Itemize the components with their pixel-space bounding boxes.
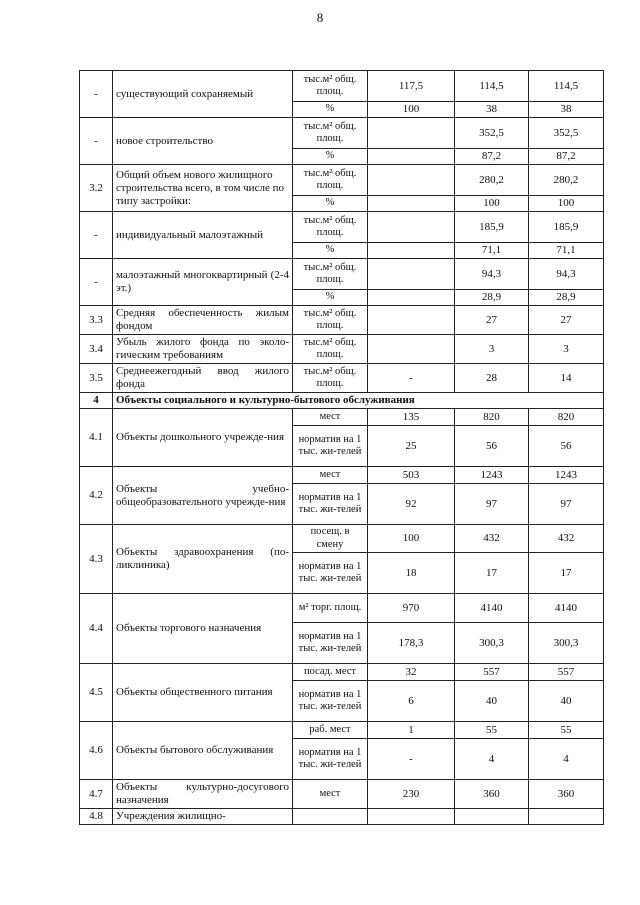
indicator-name: Общий объем нового жилищного строительства всего, в том числе по типу застройки:: [113, 165, 293, 212]
value-cell: 820: [529, 409, 604, 426]
unit-cell: тыс.м² общ. площ.: [293, 364, 368, 393]
unit-cell: %: [293, 290, 368, 306]
table-row: [80, 594, 604, 623]
value-cell: 352,5: [529, 118, 604, 149]
value-cell: 432: [529, 525, 604, 553]
table-row: [80, 71, 604, 102]
indicator-name: индивидуальный малоэтажный: [113, 212, 293, 259]
indicator-name: Объекты дошкольного учрежде-ния: [113, 409, 293, 467]
indicator-name: Объекты культурно-досугового назначения: [113, 780, 293, 809]
value-cell: 432: [455, 525, 529, 553]
value-cell: 114,5: [455, 71, 529, 102]
value-cell: 503: [368, 467, 455, 484]
value-cell: 94,3: [529, 259, 604, 290]
value-cell: [368, 165, 455, 196]
value-cell: 100: [529, 196, 604, 212]
indicator-name: Объекты торгового назначения: [113, 594, 293, 664]
value-cell: 4140: [455, 594, 529, 623]
value-cell: [368, 306, 455, 335]
table-row: [80, 409, 604, 426]
indicator-name: Объекты учебно-общеобразовательного учрежде-ния: [113, 467, 293, 525]
value-cell: 55: [455, 722, 529, 739]
unit-cell: мест: [293, 467, 368, 484]
unit-cell: норматив на 1 тыс. жи-телей: [293, 553, 368, 594]
value-cell: 56: [455, 426, 529, 467]
value-cell: 3: [529, 335, 604, 364]
value-cell: 27: [529, 306, 604, 335]
value-cell: 114,5: [529, 71, 604, 102]
value-cell: 25: [368, 426, 455, 467]
row-number: -: [80, 259, 113, 306]
page-number: 8: [316, 10, 324, 25]
indicator-name: Средняя обеспеченность жилым фондом: [113, 306, 293, 335]
table-row: [80, 467, 604, 484]
value-cell: 360: [529, 780, 604, 809]
row-number: 3.4: [80, 335, 113, 364]
value-cell: 820: [455, 409, 529, 426]
value-cell: 100: [368, 525, 455, 553]
value-cell: 280,2: [455, 165, 529, 196]
unit-cell: норматив на 1 тыс. жи-телей: [293, 623, 368, 664]
unit-cell: тыс.м² общ. площ.: [293, 259, 368, 290]
unit-cell: посад. мест: [293, 664, 368, 681]
value-cell: 352,5: [455, 118, 529, 149]
unit-cell: тыс.м² общ. площ.: [293, 118, 368, 149]
row-number: 4: [80, 393, 113, 409]
table-row: [80, 364, 604, 393]
row-number: 3.2: [80, 165, 113, 212]
unit-cell: тыс.м² общ. площ.: [293, 306, 368, 335]
table-row: [80, 118, 604, 149]
row-number: 4.5: [80, 664, 113, 722]
value-cell: 100: [368, 102, 455, 118]
value-cell: 28: [455, 364, 529, 393]
value-cell: 87,2: [455, 149, 529, 165]
unit-cell: %: [293, 149, 368, 165]
value-cell: 970: [368, 594, 455, 623]
value-cell: [368, 212, 455, 243]
unit-cell: мест: [293, 409, 368, 426]
unit-cell: тыс.м² общ. площ.: [293, 71, 368, 102]
unit-cell: мест: [293, 780, 368, 809]
unit-cell: %: [293, 196, 368, 212]
value-cell: 27: [455, 306, 529, 335]
table-row: [80, 809, 604, 825]
value-cell: 92: [368, 484, 455, 525]
value-cell: 71,1: [529, 243, 604, 259]
value-cell: -: [368, 739, 455, 780]
value-cell: 4140: [529, 594, 604, 623]
value-cell: 71,1: [455, 243, 529, 259]
value-cell: 87,2: [529, 149, 604, 165]
value-cell: 40: [529, 681, 604, 722]
indicator-name: существующий сохраняемый: [113, 71, 293, 118]
value-cell: 100: [455, 196, 529, 212]
indicator-name: новое строительство: [113, 118, 293, 165]
value-cell: 1243: [529, 467, 604, 484]
indicator-name: Среднеежегодный ввод жилого фонда: [113, 364, 293, 393]
value-cell: [368, 809, 455, 825]
table-row: [80, 525, 604, 553]
table-row: [80, 335, 604, 364]
section-title: Объекты социального и культурно-бытового обслуживания: [113, 393, 604, 409]
value-cell: [529, 809, 604, 825]
table-row: [80, 212, 604, 243]
value-cell: 18: [368, 553, 455, 594]
indicator-name: Убыль жилого фонда по эколо-гическим требованиям: [113, 335, 293, 364]
value-cell: 55: [529, 722, 604, 739]
unit-cell: [293, 809, 368, 825]
value-cell: 94,3: [455, 259, 529, 290]
row-number: -: [80, 212, 113, 259]
value-cell: 280,2: [529, 165, 604, 196]
value-cell: 17: [455, 553, 529, 594]
value-cell: 117,5: [368, 71, 455, 102]
row-number: 4.1: [80, 409, 113, 467]
value-cell: 557: [529, 664, 604, 681]
value-cell: 56: [529, 426, 604, 467]
value-cell: 360: [455, 780, 529, 809]
value-cell: 38: [455, 102, 529, 118]
value-cell: 38: [529, 102, 604, 118]
value-cell: 40: [455, 681, 529, 722]
table-row: [80, 306, 604, 335]
unit-cell: %: [293, 243, 368, 259]
row-number: 3.3: [80, 306, 113, 335]
value-cell: 32: [368, 664, 455, 681]
value-cell: 185,9: [455, 212, 529, 243]
unit-cell: тыс.м² общ. площ.: [293, 165, 368, 196]
value-cell: 1: [368, 722, 455, 739]
value-cell: 28,9: [529, 290, 604, 306]
unit-cell: норматив на 1 тыс. жи-телей: [293, 681, 368, 722]
value-cell: [368, 149, 455, 165]
row-number: -: [80, 118, 113, 165]
unit-cell: посещ. в смену: [293, 525, 368, 553]
value-cell: 97: [529, 484, 604, 525]
row-number: 4.8: [80, 809, 113, 825]
value-cell: 4: [529, 739, 604, 780]
value-cell: 135: [368, 409, 455, 426]
table-row: [80, 664, 604, 681]
row-number: 4.7: [80, 780, 113, 809]
value-cell: [368, 290, 455, 306]
value-cell: [368, 196, 455, 212]
indicator-name: Объекты общественного питания: [113, 664, 293, 722]
unit-cell: раб. мест: [293, 722, 368, 739]
value-cell: 185,9: [529, 212, 604, 243]
indicator-name: Объекты здравоохранения (по-ликлиника): [113, 525, 293, 594]
indicator-name: Объекты бытового обслуживания: [113, 722, 293, 780]
value-cell: 14: [529, 364, 604, 393]
section-row: [80, 393, 604, 409]
value-cell: 3: [455, 335, 529, 364]
value-cell: -: [368, 364, 455, 393]
indicators-table: [79, 70, 604, 825]
unit-cell: норматив на 1 тыс. жи-телей: [293, 426, 368, 467]
value-cell: [368, 259, 455, 290]
value-cell: [368, 243, 455, 259]
unit-cell: норматив на 1 тыс. жи-телей: [293, 484, 368, 525]
row-number: 4.4: [80, 594, 113, 664]
unit-cell: тыс.м² общ. площ.: [293, 335, 368, 364]
unit-cell: м² торг. площ.: [293, 594, 368, 623]
indicator-name: Учреждения жилищно-: [113, 809, 293, 825]
value-cell: 6: [368, 681, 455, 722]
value-cell: 4: [455, 739, 529, 780]
row-number: -: [80, 71, 113, 118]
value-cell: 230: [368, 780, 455, 809]
value-cell: [455, 809, 529, 825]
row-number: 4.3: [80, 525, 113, 594]
value-cell: 300,3: [529, 623, 604, 664]
value-cell: 300,3: [455, 623, 529, 664]
value-cell: [368, 335, 455, 364]
value-cell: [368, 118, 455, 149]
unit-cell: норматив на 1 тыс. жи-телей: [293, 739, 368, 780]
value-cell: 17: [529, 553, 604, 594]
table-row: [80, 259, 604, 290]
unit-cell: тыс.м² общ. площ.: [293, 212, 368, 243]
table-row: [80, 780, 604, 809]
value-cell: 557: [455, 664, 529, 681]
table-row: [80, 722, 604, 739]
value-cell: 28,9: [455, 290, 529, 306]
value-cell: 97: [455, 484, 529, 525]
row-number: 4.2: [80, 467, 113, 525]
unit-cell: %: [293, 102, 368, 118]
value-cell: 1243: [455, 467, 529, 484]
table-row: [80, 165, 604, 196]
indicator-name: малоэтажный многоквартирный (2-4 эт.): [113, 259, 293, 306]
row-number: 3.5: [80, 364, 113, 393]
value-cell: 178,3: [368, 623, 455, 664]
row-number: 4.6: [80, 722, 113, 780]
